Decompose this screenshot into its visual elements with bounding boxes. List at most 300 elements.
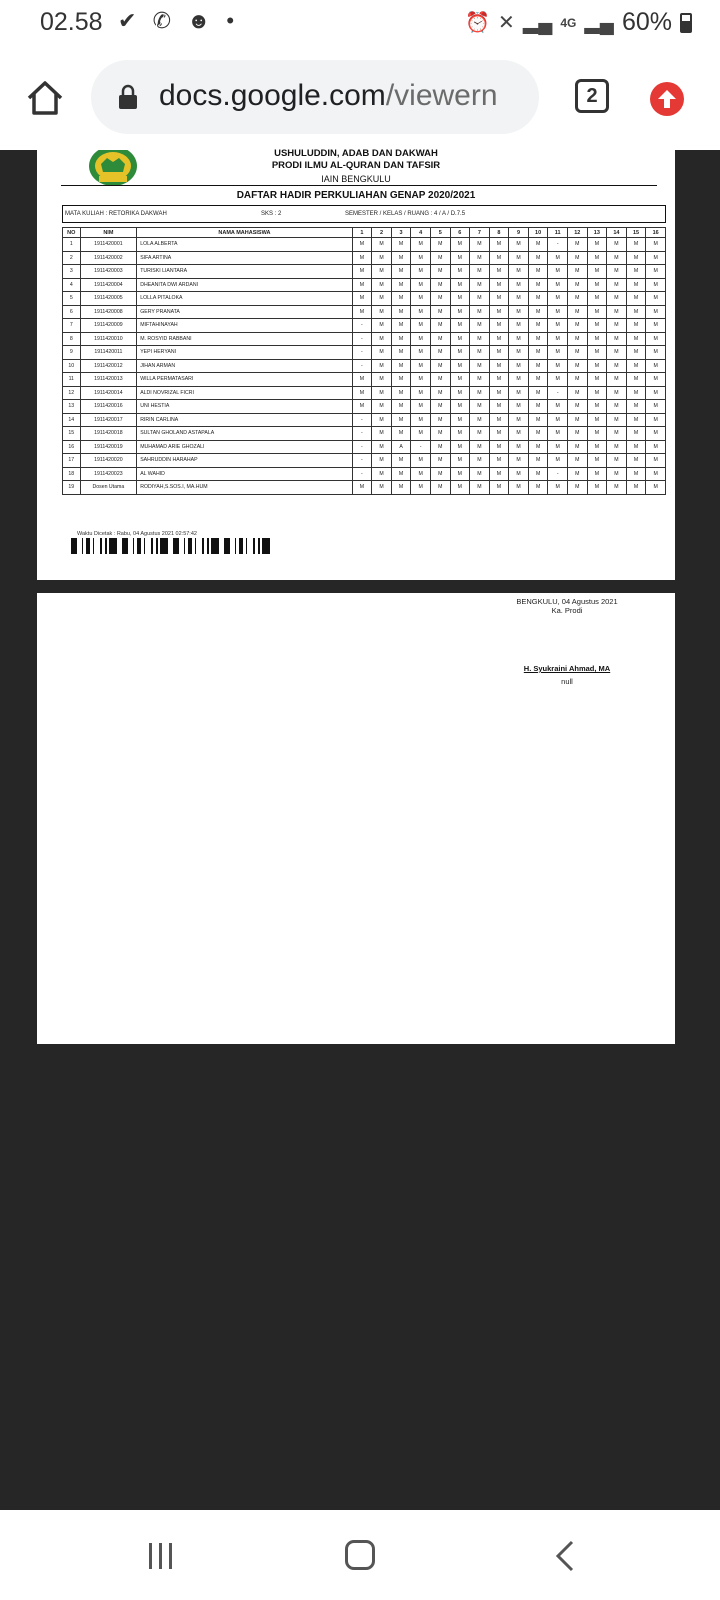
- column-header: 6: [450, 228, 470, 238]
- table-cell: M: [567, 265, 587, 279]
- table-cell: -: [352, 427, 372, 441]
- header-faculty: USHULUDDIN, ADAB DAN DAKWAH: [274, 148, 438, 159]
- table-cell: M: [528, 305, 548, 319]
- table-cell: M: [391, 454, 411, 468]
- table-cell: M: [567, 413, 587, 427]
- table-cell: M: [509, 400, 529, 414]
- table-cell: M: [626, 332, 646, 346]
- table-cell: M: [587, 427, 607, 441]
- table-cell: M: [430, 400, 450, 414]
- download-done-icon: ✔: [118, 8, 137, 33]
- document-page-2: [37, 593, 675, 1044]
- url-host: docs.google.com: [159, 79, 386, 112]
- table-cell: M: [567, 373, 587, 387]
- table-cell: M: [372, 346, 392, 360]
- table-cell: M: [391, 427, 411, 441]
- table-cell: M: [607, 386, 627, 400]
- table-row: [63, 278, 666, 292]
- table-cell: M: [587, 373, 607, 387]
- course-info: [62, 205, 666, 223]
- table-body: [63, 238, 666, 495]
- table-cell: M: [470, 440, 490, 454]
- home-nav-icon[interactable]: [345, 1540, 375, 1570]
- table-cell: M: [548, 454, 568, 468]
- update-icon[interactable]: [650, 82, 684, 116]
- table-cell: M: [450, 332, 470, 346]
- table-cell: M: [489, 346, 509, 360]
- column-header: 2: [372, 228, 392, 238]
- table-cell: 14: [63, 413, 81, 427]
- navigation-bar: [0, 1510, 720, 1600]
- back-icon[interactable]: [555, 1540, 575, 1572]
- table-cell: 1911420020: [80, 454, 137, 468]
- table-cell: M: [509, 238, 529, 252]
- table-cell: M: [587, 346, 607, 360]
- column-header: 5: [430, 228, 450, 238]
- table-cell: TURISKI LIANTARA: [137, 265, 352, 279]
- table-cell: M: [607, 400, 627, 414]
- table-cell: 6: [63, 305, 81, 319]
- home-icon[interactable]: [25, 78, 65, 118]
- table-cell: M: [391, 400, 411, 414]
- table-cell: M: [430, 467, 450, 481]
- table-cell: M: [489, 454, 509, 468]
- table-cell: M: [528, 238, 548, 252]
- table-cell: M: [450, 454, 470, 468]
- table-cell: 1911420008: [80, 305, 137, 319]
- table-cell: M: [450, 413, 470, 427]
- table-cell: M: [352, 373, 372, 387]
- table-cell: M: [470, 251, 490, 265]
- table-cell: 3: [63, 265, 81, 279]
- table-cell: M: [509, 332, 529, 346]
- table-cell: M: [391, 319, 411, 333]
- table-cell: M: [567, 332, 587, 346]
- table-cell: M: [509, 454, 529, 468]
- column-header: 16: [646, 228, 666, 238]
- table-cell: M: [646, 319, 666, 333]
- table-cell: M: [567, 481, 587, 495]
- table-cell: -: [352, 467, 372, 481]
- table-cell: 1911420009: [80, 319, 137, 333]
- table-cell: M: [528, 400, 548, 414]
- table-cell: M: [450, 305, 470, 319]
- table-cell: M: [470, 481, 490, 495]
- table-cell: M: [607, 278, 627, 292]
- table-cell: 11: [63, 373, 81, 387]
- course-sks: SKS : 2: [261, 211, 282, 217]
- table-cell: M: [567, 359, 587, 373]
- table-cell: M: [528, 413, 548, 427]
- table-cell: WILLA PERMATASARI: [137, 373, 352, 387]
- table-cell: M: [548, 413, 568, 427]
- table-cell: M: [528, 265, 548, 279]
- table-row: [63, 251, 666, 265]
- table-cell: M: [352, 400, 372, 414]
- table-cell: M: [352, 251, 372, 265]
- table-cell: M: [411, 400, 431, 414]
- column-header: 9: [509, 228, 529, 238]
- table-cell: M: [372, 305, 392, 319]
- table-cell: M: [646, 359, 666, 373]
- table-cell: M: [470, 305, 490, 319]
- table-cell: M: [430, 413, 450, 427]
- signal-icon: ▂▄: [522, 12, 553, 34]
- table-cell: M: [607, 265, 627, 279]
- table-cell: 1911420023: [80, 467, 137, 481]
- table-cell: M: [372, 278, 392, 292]
- table-cell: M: [450, 359, 470, 373]
- table-cell: M: [372, 292, 392, 306]
- table-cell: M: [528, 359, 548, 373]
- table-cell: M: [430, 440, 450, 454]
- table-cell: M: [509, 440, 529, 454]
- table-cell: M: [607, 292, 627, 306]
- url-path: /viewern: [385, 79, 498, 112]
- table-cell: RIRIN CARLINA: [137, 413, 352, 427]
- table-cell: M: [528, 292, 548, 306]
- table-cell: M: [450, 251, 470, 265]
- table-cell: M: [587, 359, 607, 373]
- table-cell: M: [548, 251, 568, 265]
- table-cell: M: [607, 427, 627, 441]
- table-cell: M: [430, 292, 450, 306]
- table-cell: M: [489, 373, 509, 387]
- table-cell: M: [489, 427, 509, 441]
- table-cell: M: [411, 481, 431, 495]
- table-cell: 1911420005: [80, 292, 137, 306]
- table-cell: M: [587, 251, 607, 265]
- table-row: [63, 332, 666, 346]
- table-cell: -: [548, 386, 568, 400]
- table-cell: M: [607, 467, 627, 481]
- table-cell: M: [587, 238, 607, 252]
- status-time: 02.58: [40, 8, 103, 36]
- table-cell: 1911420001: [80, 238, 137, 252]
- table-cell: M: [646, 481, 666, 495]
- table-cell: M: [411, 386, 431, 400]
- attendance-table: [62, 227, 666, 495]
- table-cell: M: [470, 292, 490, 306]
- table-cell: M: [372, 265, 392, 279]
- table-cell: M: [509, 427, 529, 441]
- table-row: [63, 481, 666, 495]
- lock-icon: [118, 84, 138, 110]
- course-name: MATA KULIAH : RETORIKA DAKWAH: [65, 211, 167, 217]
- table-cell: M: [509, 305, 529, 319]
- table-cell: M: [646, 413, 666, 427]
- table-cell: M: [372, 238, 392, 252]
- table-cell: M: [607, 373, 627, 387]
- table-cell: M: [411, 413, 431, 427]
- header-institution: IAIN BENGKULU: [321, 174, 391, 184]
- table-cell: M: [489, 413, 509, 427]
- table-cell: M: [470, 400, 490, 414]
- table-cell: M: [626, 359, 646, 373]
- table-row: [63, 238, 666, 252]
- table-cell: M: [587, 467, 607, 481]
- table-cell: M: [587, 413, 607, 427]
- table-cell: M: [567, 278, 587, 292]
- table-cell: JIHAN ARMAN: [137, 359, 352, 373]
- table-cell: 1911420018: [80, 427, 137, 441]
- table-cell: M: [567, 400, 587, 414]
- table-cell: M: [489, 305, 509, 319]
- table-cell: M: [372, 332, 392, 346]
- table-cell: M: [528, 467, 548, 481]
- table-cell: 16: [63, 440, 81, 454]
- table-cell: M: [470, 319, 490, 333]
- table-cell: M: [567, 305, 587, 319]
- table-cell: M: [509, 251, 529, 265]
- column-header: NO: [63, 228, 81, 238]
- print-timestamp: Waktu Dicetak : Rabu, 04 Agustus 2021 02:57:42: [77, 531, 197, 537]
- table-cell: M: [430, 373, 450, 387]
- table-cell: M: [372, 413, 392, 427]
- table-cell: M: [587, 386, 607, 400]
- table-cell: M: [607, 454, 627, 468]
- table-cell: ALDI NOVRIZAL FICRI: [137, 386, 352, 400]
- table-cell: 1911420017: [80, 413, 137, 427]
- table-cell: M: [509, 346, 529, 360]
- table-cell: 1911420019: [80, 440, 137, 454]
- table-cell: M: [470, 238, 490, 252]
- table-cell: M: [489, 319, 509, 333]
- table-cell: M: [470, 265, 490, 279]
- table-cell: AL WAHID: [137, 467, 352, 481]
- table-cell: M: [587, 332, 607, 346]
- table-cell: M. ROSYID RABBANI: [137, 332, 352, 346]
- table-cell: M: [411, 238, 431, 252]
- table-cell: 10: [63, 359, 81, 373]
- table-row: [63, 373, 666, 387]
- table-cell: M: [430, 481, 450, 495]
- table-cell: M: [528, 481, 548, 495]
- table-cell: M: [372, 400, 392, 414]
- table-cell: M: [607, 238, 627, 252]
- table-cell: M: [528, 373, 548, 387]
- table-cell: M: [372, 427, 392, 441]
- notification-icons: [118, 8, 244, 34]
- table-cell: M: [548, 481, 568, 495]
- table-cell: -: [352, 346, 372, 360]
- table-cell: M: [430, 265, 450, 279]
- table-cell: M: [587, 265, 607, 279]
- table-cell: 12: [63, 386, 81, 400]
- table-row: [63, 292, 666, 306]
- column-header: NIM: [80, 228, 137, 238]
- table-cell: M: [548, 427, 568, 441]
- whatsapp-icon: ✆: [152, 8, 171, 33]
- tab-switcher-button[interactable]: 2: [575, 79, 609, 113]
- table-cell: M: [489, 400, 509, 414]
- table-cell: M: [587, 481, 607, 495]
- table-cell: M: [607, 440, 627, 454]
- table-cell: DHEANITA DWI ARDANI: [137, 278, 352, 292]
- table-cell: M: [646, 467, 666, 481]
- table-cell: M: [528, 427, 548, 441]
- table-cell: 1911420013: [80, 373, 137, 387]
- table-cell: 15: [63, 427, 81, 441]
- table-cell: -: [352, 413, 372, 427]
- table-cell: M: [567, 346, 587, 360]
- table-cell: M: [470, 332, 490, 346]
- table-cell: M: [470, 346, 490, 360]
- table-row: [63, 400, 666, 414]
- table-cell: MIFTAHINAYAH: [137, 319, 352, 333]
- table-cell: 2: [63, 251, 81, 265]
- url-bar[interactable]: [91, 60, 539, 134]
- table-cell: M: [626, 373, 646, 387]
- table-cell: M: [391, 481, 411, 495]
- table-cell: M: [450, 481, 470, 495]
- table-cell: M: [528, 454, 548, 468]
- table-cell: M: [626, 292, 646, 306]
- table-cell: M: [567, 251, 587, 265]
- table-cell: M: [607, 413, 627, 427]
- table-cell: M: [450, 278, 470, 292]
- table-cell: M: [411, 427, 431, 441]
- table-cell: M: [626, 413, 646, 427]
- header-divider: [61, 185, 657, 186]
- table-cell: M: [509, 467, 529, 481]
- table-cell: M: [567, 440, 587, 454]
- table-cell: M: [626, 454, 646, 468]
- table-cell: M: [352, 278, 372, 292]
- table-cell: M: [646, 427, 666, 441]
- more-dot-icon: •: [226, 8, 235, 33]
- table-cell: M: [646, 346, 666, 360]
- column-header: 13: [587, 228, 607, 238]
- document-page-1: [37, 150, 675, 580]
- table-row: [63, 319, 666, 333]
- table-cell: M: [646, 332, 666, 346]
- mute-icon: ✕: [498, 12, 515, 34]
- table-cell: 1911420011: [80, 346, 137, 360]
- table-cell: 1911420004: [80, 278, 137, 292]
- table-cell: M: [470, 373, 490, 387]
- table-cell: M: [548, 373, 568, 387]
- table-row: [63, 386, 666, 400]
- table-cell: M: [430, 251, 450, 265]
- table-cell: M: [528, 386, 548, 400]
- table-cell: M: [372, 467, 392, 481]
- table-cell: M: [607, 346, 627, 360]
- table-cell: M: [509, 373, 529, 387]
- table-cell: M: [372, 386, 392, 400]
- table-cell: M: [470, 386, 490, 400]
- table-cell: -: [548, 238, 568, 252]
- table-cell: Dosen Utama: [80, 481, 137, 495]
- table-cell: M: [587, 440, 607, 454]
- table-cell: M: [352, 386, 372, 400]
- course-semester: SEMESTER / KELAS / RUANG : 4 / A / D.7.5: [345, 211, 466, 217]
- table-cell: M: [411, 251, 431, 265]
- table-cell: M: [646, 386, 666, 400]
- signal-icon-2: ▂▄: [584, 12, 614, 34]
- table-cell: M: [489, 238, 509, 252]
- table-cell: LOLLA PITALOKA: [137, 292, 352, 306]
- table-cell: 17: [63, 454, 81, 468]
- table-cell: M: [391, 346, 411, 360]
- table-cell: M: [372, 454, 392, 468]
- table-cell: M: [391, 359, 411, 373]
- table-cell: M: [567, 319, 587, 333]
- table-cell: M: [567, 238, 587, 252]
- table-cell: UNI HESTIA: [137, 400, 352, 414]
- table-cell: M: [626, 386, 646, 400]
- table-cell: M: [489, 440, 509, 454]
- table-cell: M: [646, 265, 666, 279]
- table-cell: M: [411, 292, 431, 306]
- table-cell: M: [528, 251, 548, 265]
- table-cell: M: [411, 305, 431, 319]
- table-cell: M: [391, 265, 411, 279]
- table-cell: M: [411, 467, 431, 481]
- signature-name: H. Syukraini Ahmad, MA: [523, 664, 611, 673]
- recent-apps-icon[interactable]: [148, 1542, 174, 1570]
- table-cell: M: [470, 413, 490, 427]
- table-cell: 7: [63, 319, 81, 333]
- table-row: [63, 265, 666, 279]
- table-cell: M: [470, 427, 490, 441]
- table-cell: M: [528, 332, 548, 346]
- table-cell: M: [489, 359, 509, 373]
- table-cell: -: [548, 467, 568, 481]
- table-cell: M: [607, 332, 627, 346]
- browser-toolbar: [0, 46, 720, 150]
- table-cell: -: [352, 319, 372, 333]
- table-cell: M: [587, 305, 607, 319]
- table-cell: SULTAN GHOLAND ASTAPALA: [137, 427, 352, 441]
- table-cell: M: [646, 400, 666, 414]
- table-cell: M: [528, 278, 548, 292]
- table-cell: M: [430, 238, 450, 252]
- table-cell: M: [391, 386, 411, 400]
- table-header-row: [63, 228, 666, 238]
- table-cell: M: [450, 440, 470, 454]
- table-cell: M: [548, 359, 568, 373]
- table-cell: M: [548, 319, 568, 333]
- table-cell: M: [509, 278, 529, 292]
- table-row: [63, 427, 666, 441]
- table-cell: -: [352, 332, 372, 346]
- table-cell: 4: [63, 278, 81, 292]
- table-cell: M: [528, 440, 548, 454]
- table-cell: M: [509, 481, 529, 495]
- table-cell: M: [587, 454, 607, 468]
- table-cell: M: [352, 292, 372, 306]
- table-cell: M: [430, 454, 450, 468]
- status-right: [465, 8, 692, 37]
- table-cell: M: [470, 467, 490, 481]
- table-cell: M: [391, 251, 411, 265]
- table-cell: M: [548, 305, 568, 319]
- table-cell: M: [509, 359, 529, 373]
- table-cell: M: [430, 278, 450, 292]
- table-cell: M: [450, 319, 470, 333]
- status-bar: [0, 0, 720, 46]
- table-cell: M: [430, 359, 450, 373]
- column-header: 1: [352, 228, 372, 238]
- table-cell: SAHRUDDIN HARAHAP: [137, 454, 352, 468]
- table-cell: -: [411, 440, 431, 454]
- table-cell: M: [352, 305, 372, 319]
- signature-place-date: BENGKULU, 04 Agustus 2021: [516, 597, 618, 606]
- table-cell: M: [626, 467, 646, 481]
- table-cell: M: [548, 400, 568, 414]
- table-cell: M: [450, 467, 470, 481]
